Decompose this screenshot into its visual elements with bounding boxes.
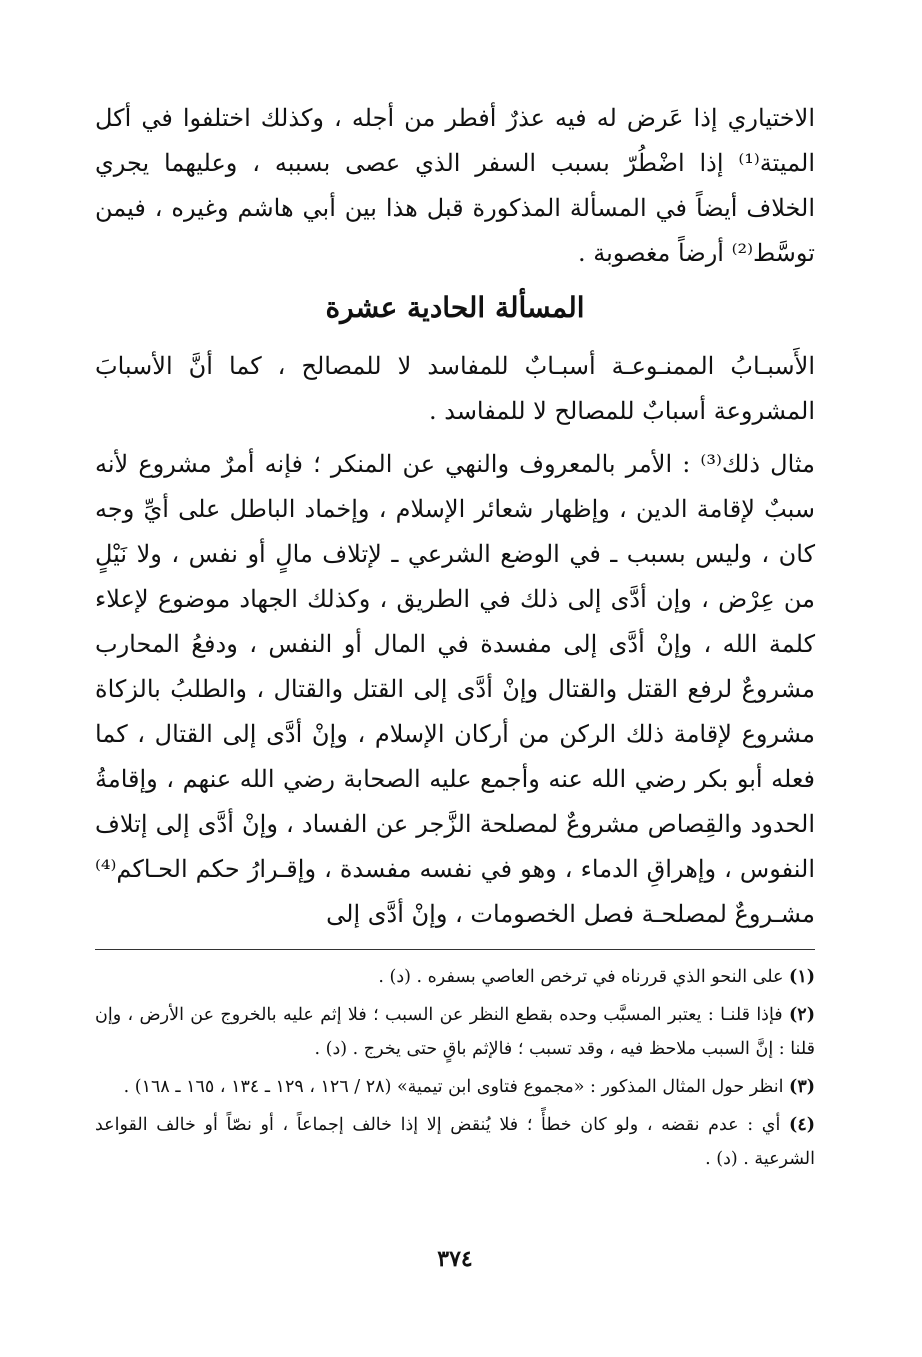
example-paragraph: مثال ذلك⁽³⁾ : الأمر بالمعروف والنهي عن المنكر ؛ فإنه أمرٌ مشروع لأنه سببٌ لإقامة الدين ، وإظهار شعائر الإسلام ، وإخماد الباطل على أيِّ وجه كان ، وليس بسبب ـ في الوضع الشرعي ـ لإتلاف مالٍ أو نفس ، ولا نَيْلٍ من عِرْض ، وإن أدَّى إلى ذلك في الطريق ، وكذلك الجهاد موضوع لإعلاء كلمة الله ، وإنْ أدَّى إلى مفسدة في المال أو النفس ، ودفعُ المحارب مشروعٌ لرفع القتل والقتال وإنْ أدَّى إلى القتل والقتال ، والطلبُ بالزكاة مشروع لإقامة ذلك الركن من أركان الإسلام ، وإنْ أدَّى إلى القتال ، كما فعله أبو بكر رضي الله عنه وأجمع عليه الصحابة رضي الله عنهم ، وإقامةُ الحدود والقِصاص مشروعٌ لمصلحة الزَّجر عن الفساد ، وإنْ أدَّى إلى إتلاف النفوس ، وإهراقِ الدماء ، وهو في نفسه مفسدة ، وإقـرارُ حكم الحـاكم⁽⁴⁾ مشـروعٌ لمصلحـة فصل الخصومات ، وإنْ أدَّى إلى [95,450,816,928]
footnote-3 [95,1070,815,1104]
footnote-marker: (٤) [789,1115,815,1135]
section-heading: المسألة الحادية عشرة [325,291,585,324]
footnote-4 [95,1108,815,1176]
footnote-2 [95,998,815,1066]
footnote-text: فإذا قلنـا : يعتبر المسبَّب وحده بقطع النظر عن السبب ؛ فلا إثم عليه بالخروج عن الأرض ، وإن قلنا : إنَّ السبب ملاحظ فيه ، وقد تسبب ؛ فالإثم باقٍ حتى يخرج . (د) . [95,1005,815,1059]
rule-paragraph: الأَسبـابُ الممنـوعـة أسبـابٌ للمفاسد لا للمصالح ، كما أنَّ الأسبابَ المشروعة أسبابٌ للمصالح لا للمفاسد . [95,352,815,425]
book-page [95,96,815,1296]
footnote-text: أي : عدم نقضه ، ولو كان خطأً ؛ فلا يُنقض إلا إذا خالف إجماعاً ، أو نصّاً أو خالف القواعد الشرعية . (د) . [95,1115,815,1169]
footnote-text: على النحو الذي قررناه في ترخص العاصي بسفره . (د) . [378,967,784,987]
footnote-marker: (٣) [789,1077,815,1097]
footnote-marker: (١) [789,967,815,987]
footnote-marker: (٢) [789,1005,815,1025]
footnote-separator [95,949,815,950]
footnote-text: انظر حول المثال المذكور : «مجموع فتاوى ابن تيمية» (٢٨ / ١٢٦ ، ١٢٩ ـ ١٣٤ ، ١٦٥ ـ ١٦٨) . [123,1077,784,1097]
footnote-1 [95,960,815,994]
intro-paragraph: الاختياري إذا عَرض له فيه عذرٌ أفطر من أجله ، وكذلك اختلفوا في أكل الميتة⁽¹⁾ إذا اضْطُرّ بسبب السفر الذي عصى بسببه ، وعليهما يجري الخلاف أيضاً في المسألة المذكورة قبل هذا بين أبي هاشم وغيره ، فيمن توسَّط⁽²⁾ أرضاً مغصوبة . [95,104,815,267]
footnotes [95,960,815,1176]
page-number: ٣٧٤ [437,1246,473,1272]
